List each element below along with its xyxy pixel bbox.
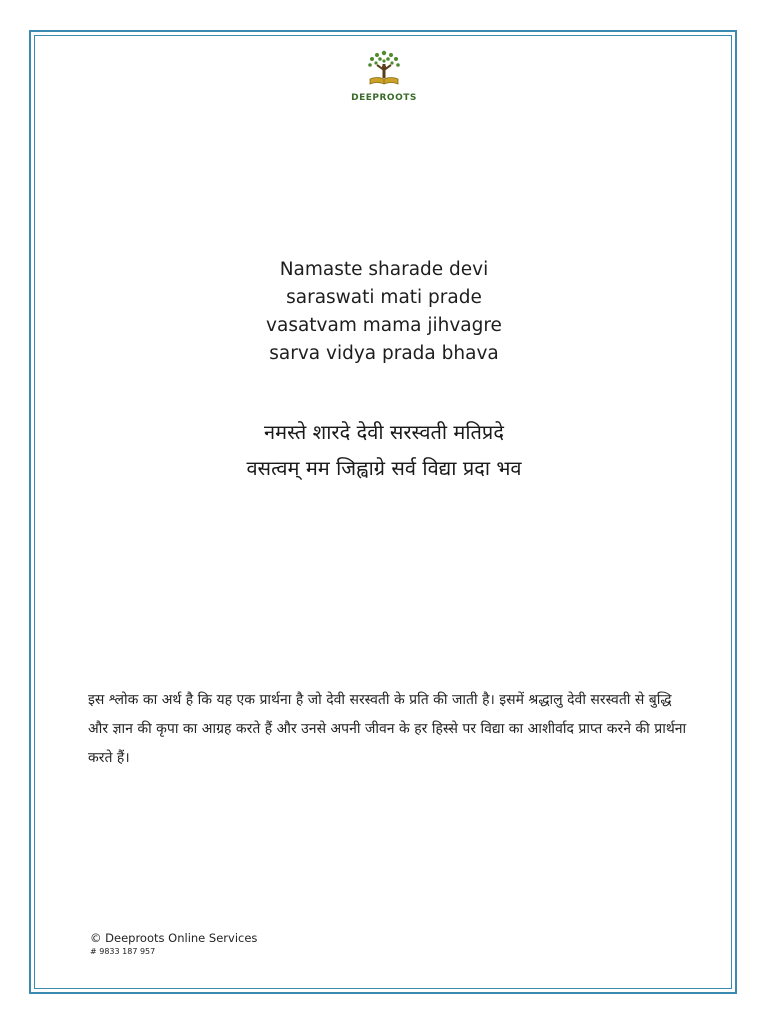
verse-hindi-line: वसत्वम् मम जिह्वाग्रे सर्व विद्या प्रदा भव xyxy=(246,456,522,480)
page-border-inner xyxy=(34,35,732,989)
footer xyxy=(90,931,390,956)
verse-english xyxy=(134,256,634,368)
verse-english-line: sarva vidya prada bhava xyxy=(269,343,499,364)
verse-hindi xyxy=(134,414,634,486)
brand-name: DEEPROOTS xyxy=(351,93,417,103)
verse-meaning-paragraph: इस श्लोक का अर्थ है कि यह एक प्रार्थना है जो देवी सरस्वती के प्रति की जाती है। इसमें श्रद्धालु देवी सरस्वती से बुद्धि और ज्ञान की कृपा का आग्रह करते हैं और उनसे अपनी जीवन के हर हिस्से पर विद्या का आशीर्वाद प्राप्त करने की प्रार्थना करते हैं। xyxy=(88,692,687,766)
footer-copyright: © Deeproots Online Services xyxy=(90,931,258,945)
footer-phone: # 9833 187 957 xyxy=(90,947,156,956)
verse-english-line: vasatvam mama jihvagre xyxy=(266,315,502,336)
deeproots-logo xyxy=(334,48,434,106)
verse-hindi-line: नमस्ते शारदे देवी सरस्वती मतिप्रदे xyxy=(264,420,504,444)
verse-english-line: saraswati mati prade xyxy=(286,287,482,308)
tree-book-icon xyxy=(362,48,406,92)
verse-english-line: Namaste sharade devi xyxy=(279,259,489,280)
